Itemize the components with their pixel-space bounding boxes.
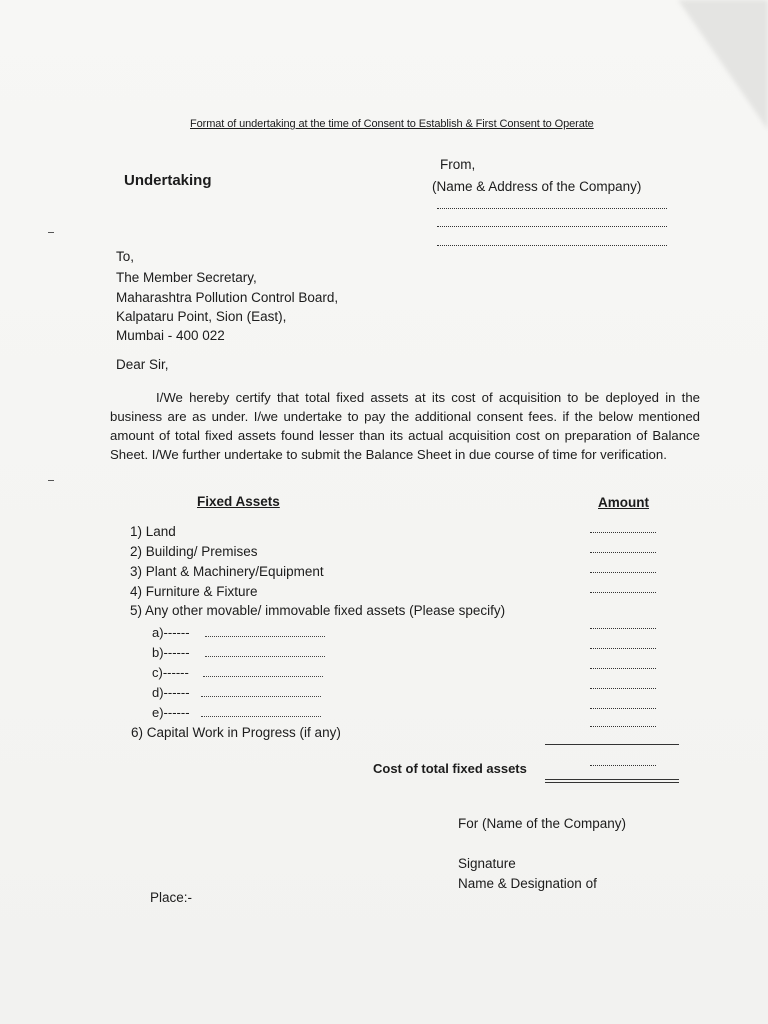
page-corner-shadow — [678, 0, 768, 130]
amount-line — [590, 532, 656, 533]
amount-line — [590, 648, 656, 649]
amount-line — [590, 592, 656, 593]
asset-item: 4) Furniture & Fixture — [130, 584, 258, 599]
document-heading: Undertaking — [124, 172, 212, 189]
to-line: Maharashtra Pollution Control Board, — [116, 290, 339, 305]
margin-mark — [48, 480, 54, 481]
amount-line — [590, 628, 656, 629]
amount-line — [590, 708, 656, 709]
asset-item: 2) Building/ Premises — [130, 544, 258, 559]
asset-item: 3) Plant & Machinery/Equipment — [130, 564, 324, 579]
to-line: Kalpataru Point, Sion (East), — [116, 309, 287, 324]
sub-item-line — [203, 676, 323, 677]
fixed-assets-header: Fixed Assets — [197, 494, 280, 509]
designation-label: Name & Designation of — [458, 876, 597, 891]
sub-item-line — [201, 716, 321, 717]
to-line: Mumbai - 400 022 — [116, 328, 225, 343]
to-line: The Member Secretary, — [116, 270, 257, 285]
signature-label: Signature — [458, 856, 516, 871]
salutation: Dear Sir, — [116, 357, 169, 372]
address-line — [437, 226, 667, 227]
total-double-rule — [545, 779, 679, 783]
amount-line — [590, 552, 656, 553]
sub-item: d)------ — [152, 685, 190, 700]
place-label: Place:- — [150, 890, 193, 905]
amount-line — [590, 572, 656, 573]
document-title: Format of undertaking at the time of Consent to Establish & First Consent to Operate — [190, 118, 594, 130]
margin-mark — [48, 232, 54, 233]
amount-line — [590, 688, 656, 689]
amount-header: Amount — [598, 495, 649, 510]
from-company-name: (Name & Address of the Company) — [432, 179, 642, 194]
sub-item: c)------ — [152, 665, 189, 680]
asset-item: 6) Capital Work in Progress (if any) — [131, 725, 341, 740]
asset-item: 5) Any other movable/ immovable fixed assets (Please specify) — [130, 603, 506, 618]
subtotal-rule — [545, 744, 679, 745]
from-label: From, — [440, 157, 476, 172]
sub-item-line — [205, 656, 325, 657]
sub-item: e)------ — [152, 705, 190, 720]
total-amount-line — [590, 765, 656, 766]
undertaking-body: I/We hereby certify that total fixed assets at its cost of acquisition to be deployed in the business are as under. I/we undertake to pay the additional consent fees. if the below mentioned amount of total fixed assets found lesser than its actual acquisition cost on preparation of Balance Sheet. I/We further undertake to submit the Balance Sheet in due course of time for verification. — [110, 390, 700, 462]
sub-item: b)------ — [152, 645, 190, 660]
amount-line — [590, 726, 656, 727]
for-company: For (Name of the Company) — [458, 816, 627, 831]
sub-item-line — [201, 696, 321, 697]
sub-item-line — [205, 636, 325, 637]
address-line — [437, 245, 667, 246]
amount-line — [590, 668, 656, 669]
asset-item: 1) Land — [130, 524, 176, 539]
address-line — [437, 208, 667, 209]
total-label: Cost of total fixed assets — [373, 761, 527, 776]
to-line: To, — [116, 249, 135, 264]
sub-item: a)------ — [152, 625, 190, 640]
